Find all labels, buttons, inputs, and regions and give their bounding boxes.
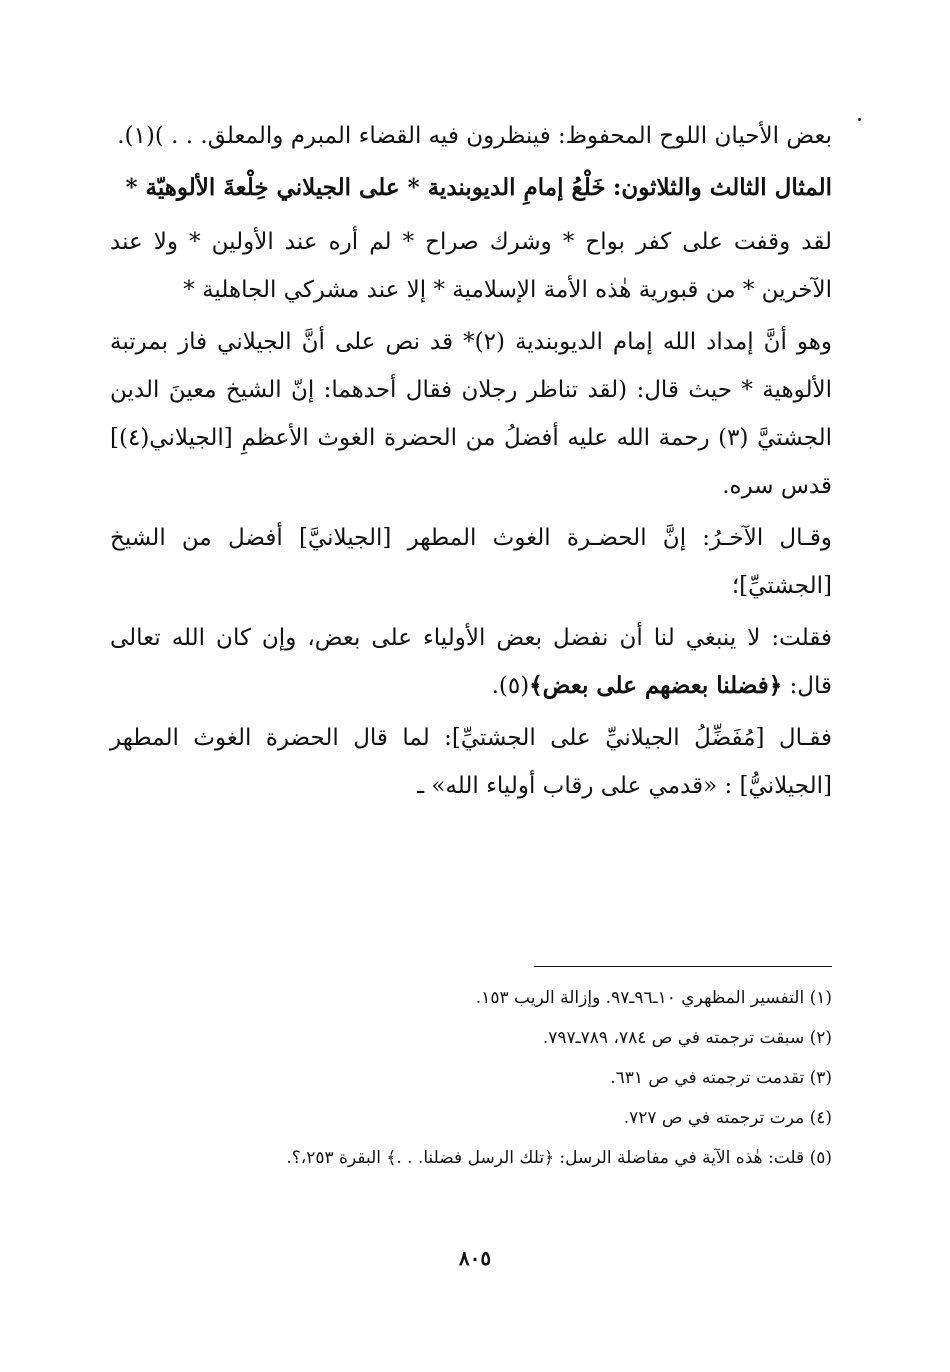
paragraph-6: فقـال [مُفَضِّلُ الجيلانيِّ على الجشتيِّ]: لما قال الحضرة الغوث المطهر [الجيلانيُّ] : «قدمي على رقاب أولياء الله» ـ: [110, 725, 832, 799]
heading-label: المثال الثالث والثلاثون:: [612, 174, 832, 201]
paragraph-2: لقد وقفت على كفر بواح * وشرك صراح * لم أره عند الأولين * ولا عند الآخرين * من قبورية هٰذه الأمة الإسلامية * إلا عند مشركي الجاهلية *: [110, 229, 832, 303]
stray-dot: [858, 118, 861, 121]
paragraph-5: [110, 614, 832, 710]
paragraph-1: بعض الأحيان اللوح المحفوظ: فينظرون فيه القضاء المبرم والمعلق. . . )(١).: [117, 123, 832, 149]
quran-quote: ﴿فضلنا بعضهم على بعض﴾: [529, 672, 783, 699]
footnote-divider: [534, 966, 832, 967]
paragraph-3: وهو أنَّ إمداد الله إمام الديوبندية (٢)* قد نص على أنَّ الجيلاني فاز بمرتبة الألوهية * حيث قال: (لقد تناظر رجلان فقال أحدهما: إنّ الشيخ معينَ الدين الجشتيَّ (٣) رحمة الله عليه أفضلُ من الحضرة الغوث الأعظمِ [الجيلاني(٤)] قدس سره.: [110, 329, 832, 499]
footnote-4: (٤) مرت ترجمته في ص ٧٢٧.: [623, 1108, 832, 1128]
page-number: ٨٠٥: [458, 1246, 492, 1270]
footnote-2: (٢) سبقت ترجمته في ص ٧٨٤، ٧٨٩ـ٧٩٧.: [542, 1028, 832, 1048]
footnote-ref-5: (٥).: [491, 673, 530, 699]
section-heading: [110, 164, 832, 212]
footnotes-section: [110, 978, 832, 1178]
footnote-5: (٥) قلت: هٰذه الآية في مفاضلة الرسل: ﴿تلك الرسل فضلنا. . .﴾ البقرة ٢٥٣،؟.: [286, 1148, 832, 1168]
paragraph-4: وقـال الآخـرُ: إنَّ الحضـرة الغوث المطهر [الجيلانيَّ] أفضل من الشيخ [الجشتيِّ]؛: [110, 525, 832, 599]
footnote-1: (١) التفسير المظهري ١٠ـ٩٦ـ٩٧. وإزالة الريب ١٥٣.: [475, 988, 832, 1008]
footnote-3: (٣) تقدمت ترجمته في ص ٦٣١.: [610, 1068, 832, 1088]
paragraph-5-text: فقلت: لا ينبغي لنا أن نفضل بعض الأولياء على بعض، وإن كان الله تعالى قال:: [110, 625, 832, 699]
heading-text: خَلْعُ إمامِ الديوبندية * على الجيلاني خِلْعةَ الألوهيّة *: [125, 174, 606, 201]
page-body: [110, 112, 832, 1362]
